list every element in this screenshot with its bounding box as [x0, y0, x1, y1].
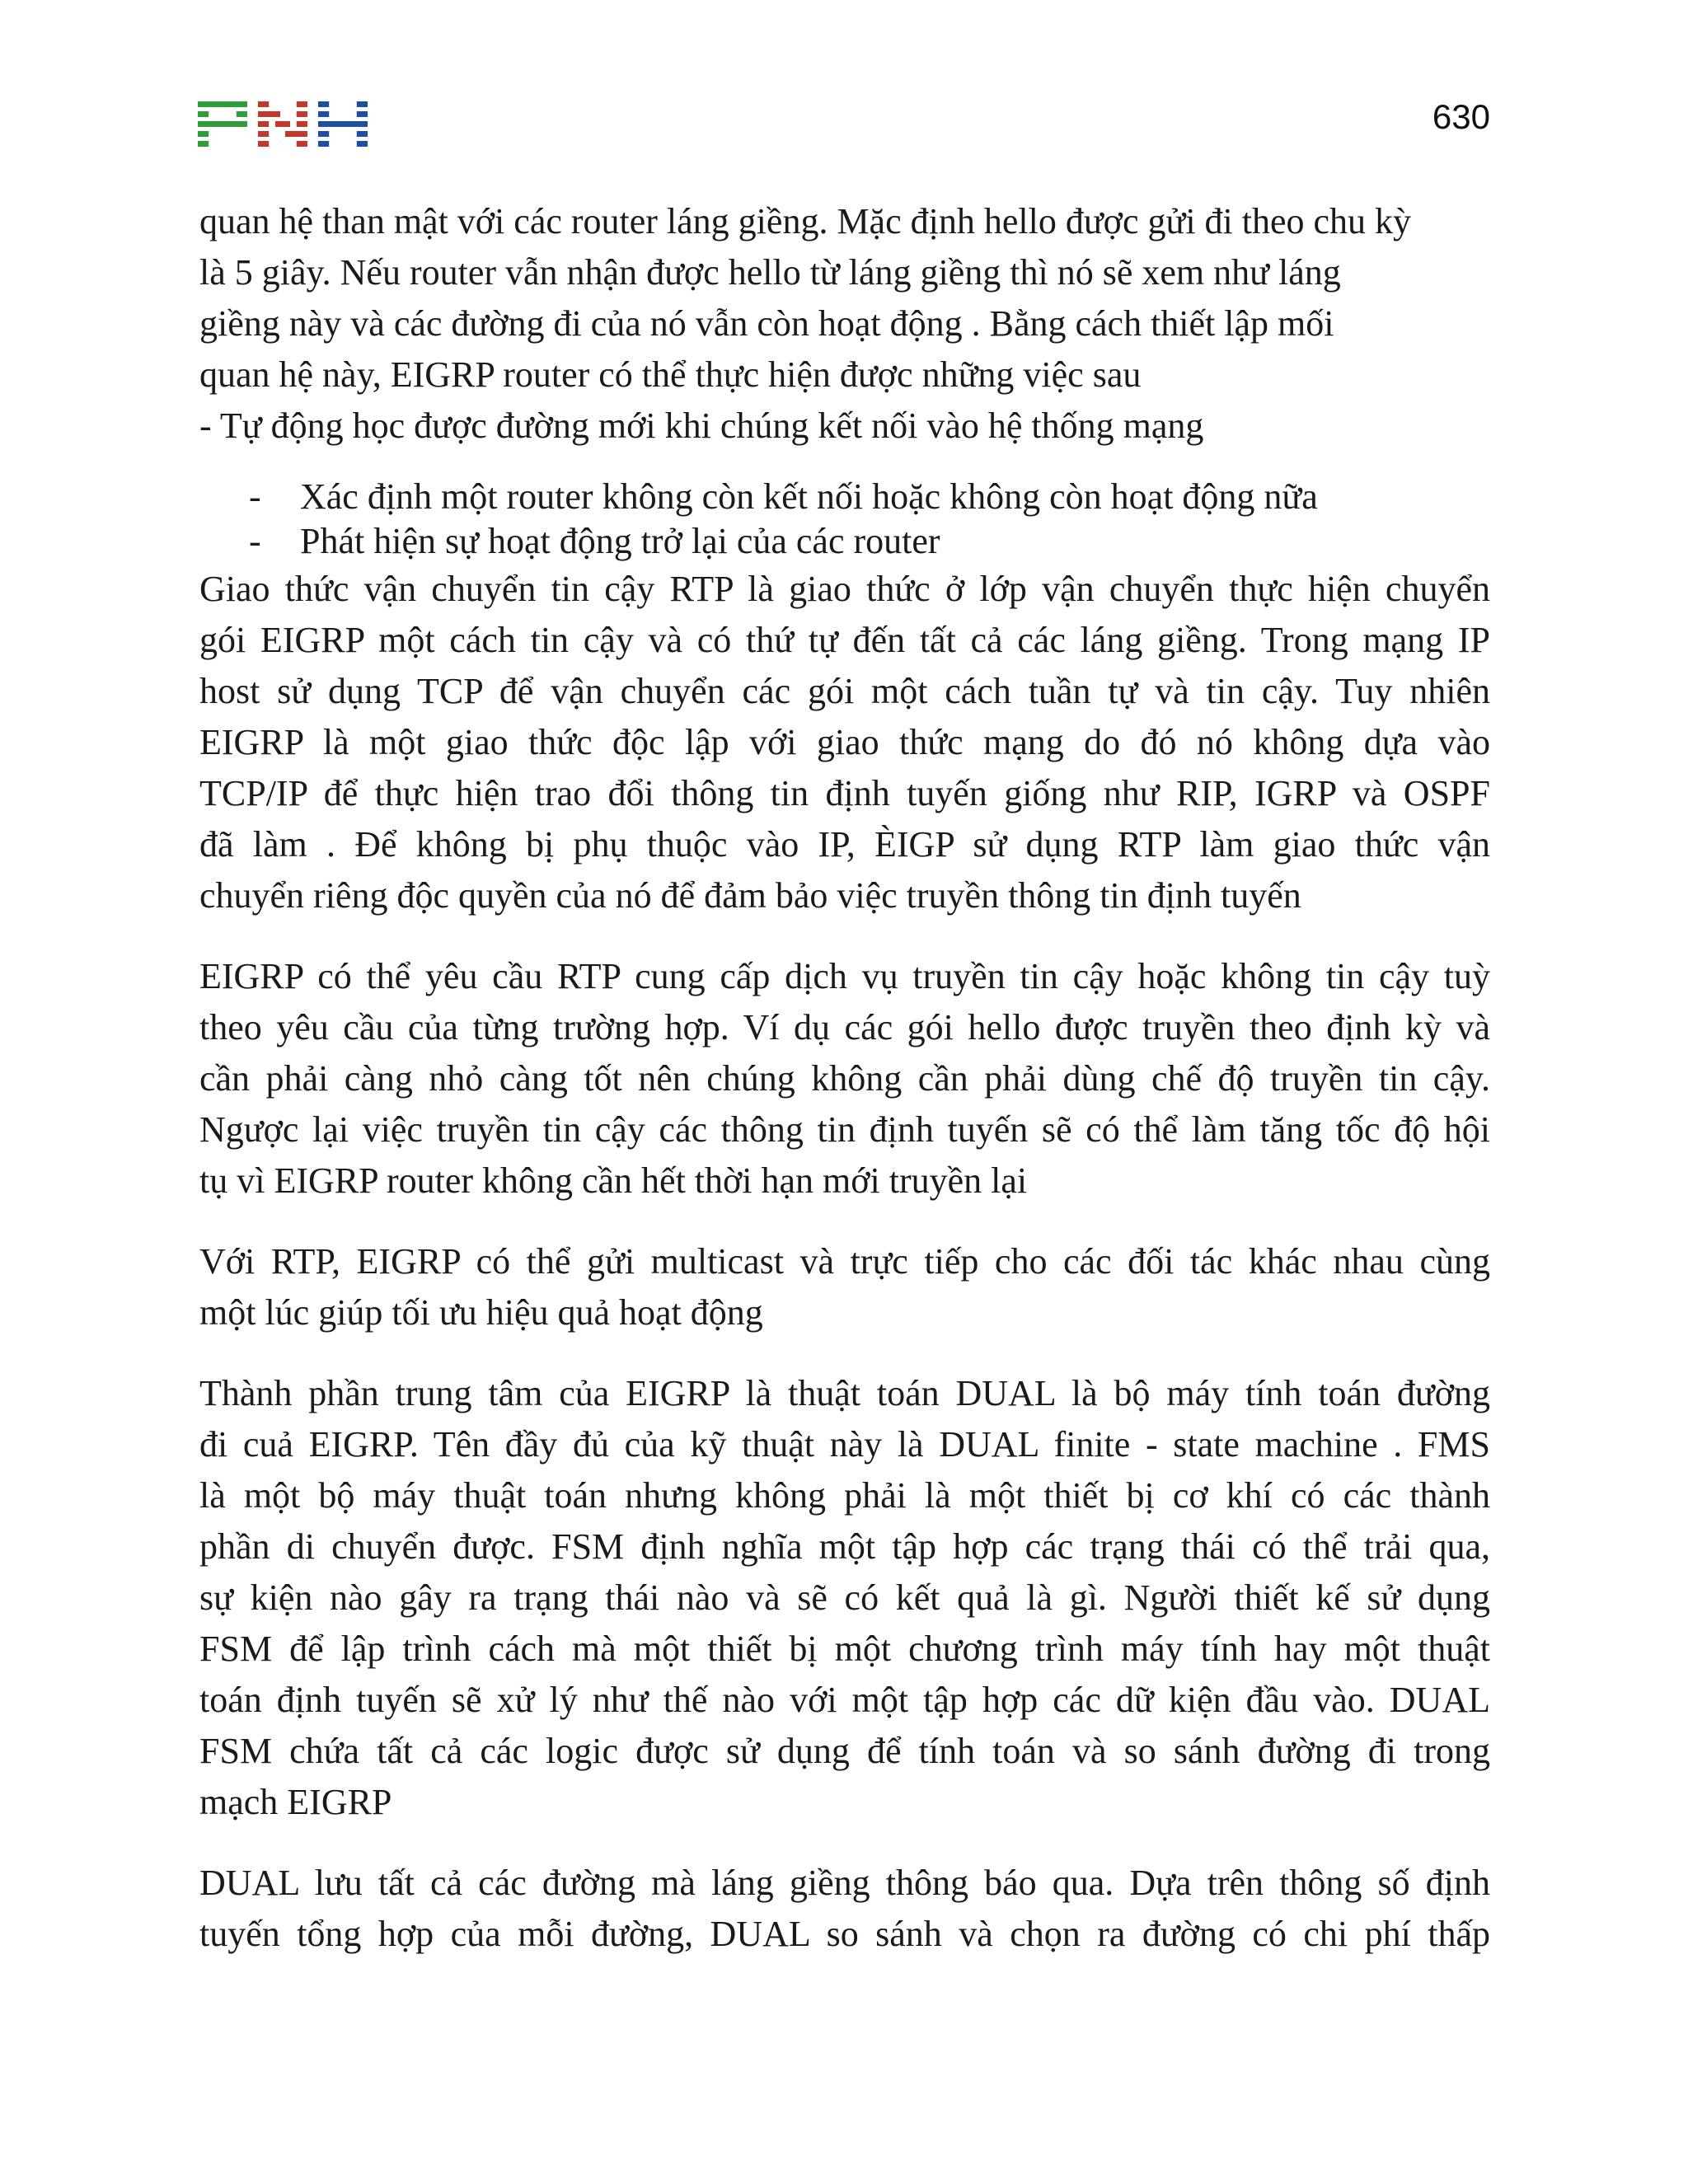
- last-paragraph: [199, 1858, 1490, 1960]
- logo-letter-n: [258, 101, 307, 147]
- text-line: Với RTP, EIGRP có thể gửi multicast và trực tiếp cho các đối tác khác nhau cùng: [199, 1241, 1490, 1282]
- logo-stripe: [318, 101, 329, 107]
- list-item-text: Xác định một router không còn kết nối hoặc không còn hoạt động nữa: [300, 476, 1318, 517]
- text-line: tuyến tổng hợp của mỗi đường, DUAL so sánh và chọn ra đường có chi phí thấp: [199, 1914, 1490, 1954]
- logo-stripe: [258, 121, 269, 127]
- text-line: - Tự động học được đường mới khi chúng kết nối vào hệ thống mạng: [199, 405, 1204, 446]
- text-line: FSM để lập trình cách mà một thiết bị một chương trình máy tính hay một thuật: [199, 1629, 1490, 1669]
- logo-stripe: [258, 111, 280, 117]
- logo-letter-p: [198, 101, 247, 147]
- logo-stripe: [297, 121, 307, 127]
- text-line: quan hệ than mật với các router láng giềng. Mặc định hello được gửi đi theo chu kỳ: [199, 201, 1412, 241]
- logo-stripe: [357, 141, 368, 147]
- paragraph-gap: [199, 921, 1490, 951]
- text-line: Ngược lại việc truyền tin cậy các thông tin định tuyến sẽ có thể làm tăng tốc độ hội: [199, 1109, 1490, 1150]
- bullet-dash: -: [249, 521, 261, 561]
- reliability-paragraph: [199, 951, 1490, 1207]
- text-line: mạch EIGRP: [199, 1782, 392, 1822]
- text-line: tụ vì EIGRP router không cần hết thời hạn mới truyền lại: [199, 1160, 1028, 1201]
- document-body: [199, 196, 1490, 1960]
- logo-stripe: [297, 101, 307, 107]
- logo-stripe: [357, 131, 368, 137]
- text-line: cần phải càng nhỏ càng tốt nên chúng không cần phải dùng chế độ truyền tin cậy.: [199, 1058, 1490, 1099]
- text-line: quan hệ này, EIGRP router có thể thực hiện được những việc sau: [199, 354, 1142, 395]
- intro-paragraph: [199, 196, 1490, 452]
- text-line: EIGRP có thể yêu cầu RTP cung cấp dịch vụ truyền tin cậy hoặc không tin cậy tuỳ: [199, 956, 1490, 996]
- logo-stripe: [318, 131, 329, 137]
- text-line: phần di chuyển được. FSM định nghĩa một tập hợp các trạng thái có thể trải qua,: [199, 1526, 1490, 1567]
- logo-stripe: [275, 121, 290, 127]
- text-line: Giao thức vận chuyển tin cậy RTP là giao thức ở lớp vận chuyển thực hiện chuyển: [199, 569, 1490, 609]
- logo-stripe: [318, 111, 329, 117]
- logo-stripe: [318, 141, 329, 147]
- text-line: là một bộ máy thuật toán nhưng không phải là một thiết bị cơ khí có các thành: [199, 1475, 1490, 1516]
- text-line: host sử dụng TCP để vận chuyển các gói một cách tuần tự và tin cậy. Tuy nhiên: [199, 671, 1490, 711]
- text-line: là 5 giây. Nếu router vẫn nhận được hello từ láng giềng thì nó sẽ xem như láng: [199, 252, 1341, 293]
- text-line: một lúc giúp tối ưu hiệu quả hoạt động: [199, 1292, 763, 1333]
- logo-stripe: [357, 111, 368, 117]
- paragraph-gap: [199, 1338, 1490, 1368]
- logo-stripe: [297, 111, 307, 117]
- paragraph-gap: [199, 1828, 1490, 1858]
- text-line: toán định tuyến sẽ xử lý như thế nào với một tập hợp các dữ kiện đầu vào. DUAL: [199, 1680, 1490, 1720]
- list-item: [199, 475, 1490, 519]
- logo-stripe: [258, 141, 269, 147]
- text-line: chuyển riêng độc quyền của nó để đảm bảo việc truyền thông tin định tuyến: [199, 875, 1301, 916]
- dual-paragraph: [199, 1368, 1490, 1828]
- logo-stripe: [357, 101, 368, 107]
- logo-stripe: [297, 141, 307, 147]
- text-line: TCP/IP để thực hiện trao đổi thông tin định tuyến giống như RIP, IGRP và OSPF: [199, 773, 1490, 813]
- paragraph-gap: [199, 1207, 1490, 1236]
- logo-stripe: [258, 101, 269, 107]
- multicast-paragraph: [199, 1236, 1490, 1338]
- text-line: FSM chứa tất cả các logic được sử dụng để tính toán và so sánh đường đi trong: [199, 1731, 1490, 1771]
- text-line: Thành phần trung tâm của EIGRP là thuật toán DUAL là bộ máy tính toán đường: [199, 1373, 1490, 1413]
- logo-stripe: [198, 131, 209, 137]
- logo-stripe: [198, 121, 247, 127]
- text-line: đã làm . Để không bị phụ thuộc vào IP, ÈIGP sử dụng RTP làm giao thức vận: [199, 824, 1490, 865]
- logo-stripe: [237, 111, 247, 117]
- logo-stripe: [285, 131, 307, 137]
- text-line: đi cuả EIGRP. Tên đầy đủ của kỹ thuật này là DUAL finite - state machine . FMS: [199, 1424, 1490, 1465]
- list-item-text: Phát hiện sự hoạt động trở lại của các router: [300, 521, 940, 561]
- logo-letter-h: [318, 101, 368, 147]
- logo-stripe: [258, 131, 269, 137]
- text-line: EIGRP là một giao thức độc lập với giao thức mạng do đó nó không dựa vào: [199, 722, 1490, 762]
- bullet-list: [199, 475, 1490, 564]
- list-item: [199, 519, 1490, 564]
- text-line: giềng này và các đường đi của nó vẫn còn hoạt động . Bằng cách thiết lập mối: [199, 303, 1334, 344]
- logo-stripe: [198, 141, 209, 147]
- logo-stripe: [318, 121, 368, 127]
- logo-stripe: [198, 111, 209, 117]
- text-line: DUAL lưu tất cả các đường mà láng giềng thông báo qua. Dựa trên thông số định: [199, 1863, 1490, 1903]
- pnh-logo: [198, 101, 368, 148]
- text-line: gói EIGRP một cách tin cậy và có thứ tự đến tất cả các láng giềng. Trong mạng IP: [199, 620, 1490, 660]
- rtp-paragraph: [199, 564, 1490, 921]
- text-line: sự kiện nào gây ra trạng thái nào và sẽ có kết quả là gì. Người thiết kế sử dụng: [199, 1577, 1490, 1618]
- bullet-dash: -: [249, 476, 261, 517]
- logo-stripe: [198, 101, 247, 107]
- text-line: theo yêu cầu của từng trường hợp. Ví dụ các gói hello được truyền theo định kỳ và: [199, 1007, 1490, 1047]
- page-number: 630: [1432, 97, 1490, 136]
